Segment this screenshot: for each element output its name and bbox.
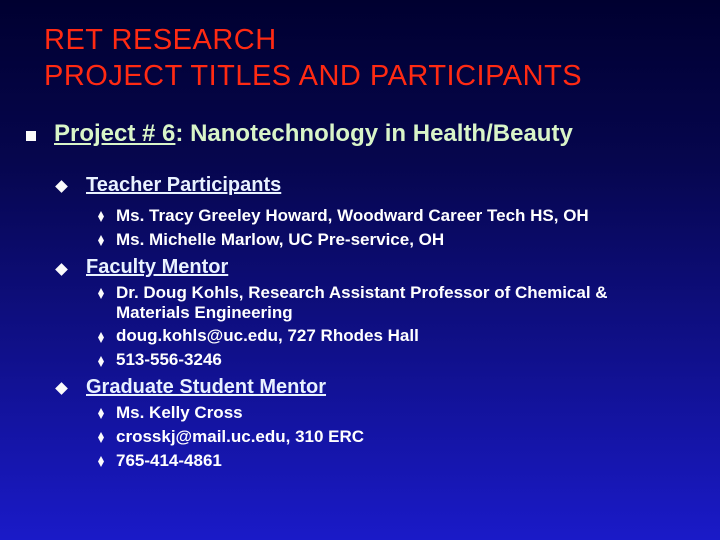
faculty-item-1-continued: Materials Engineering bbox=[116, 303, 293, 322]
title-line-1: RET RESEARCH bbox=[44, 24, 277, 56]
teacher-item-1: Ms. Tracy Greeley Howard, Woodward Career Tech HS, OH bbox=[116, 206, 589, 225]
faculty-item-3: 513-556-3246 bbox=[116, 350, 222, 369]
teacher-participants-heading: Teacher Participants bbox=[86, 174, 282, 196]
small-diamond-bullet-icon bbox=[98, 432, 104, 443]
small-diamond-bullet-icon bbox=[98, 332, 104, 343]
diamond-bullet-icon bbox=[55, 382, 68, 395]
small-diamond-bullet-icon bbox=[98, 408, 104, 419]
project-separator: : bbox=[175, 120, 191, 147]
project-heading bbox=[54, 120, 573, 148]
faculty-item-1: Dr. Doug Kohls, Research Assistant Professor of Chemical & bbox=[116, 283, 608, 302]
teacher-item-2: Ms. Michelle Marlow, UC Pre-service, OH bbox=[116, 230, 445, 249]
small-diamond-bullet-icon bbox=[98, 288, 104, 299]
small-diamond-bullet-icon bbox=[98, 235, 104, 246]
diamond-bullet-icon bbox=[55, 180, 68, 193]
project-label: Project # 6 bbox=[54, 120, 176, 147]
graduate-student-mentor-heading: Graduate Student Mentor bbox=[86, 376, 327, 398]
small-diamond-bullet-icon bbox=[98, 211, 104, 222]
small-diamond-bullet-icon bbox=[98, 356, 104, 367]
square-bullet-icon bbox=[26, 131, 36, 141]
faculty-item-2: doug.kohls@uc.edu, 727 Rhodes Hall bbox=[116, 326, 419, 345]
graduate-item-3: 765-414-4861 bbox=[116, 451, 222, 470]
faculty-mentor-heading: Faculty Mentor bbox=[86, 256, 229, 278]
title-line-2: PROJECT TITLES AND PARTICIPANTS bbox=[44, 60, 583, 92]
graduate-item-2: crosskj@mail.uc.edu, 310 ERC bbox=[116, 427, 365, 446]
diamond-bullet-icon bbox=[55, 263, 68, 276]
graduate-item-1: Ms. Kelly Cross bbox=[116, 403, 243, 422]
small-diamond-bullet-icon bbox=[98, 456, 104, 467]
project-topic: Nanotechnology in Health/Beauty bbox=[190, 120, 573, 147]
